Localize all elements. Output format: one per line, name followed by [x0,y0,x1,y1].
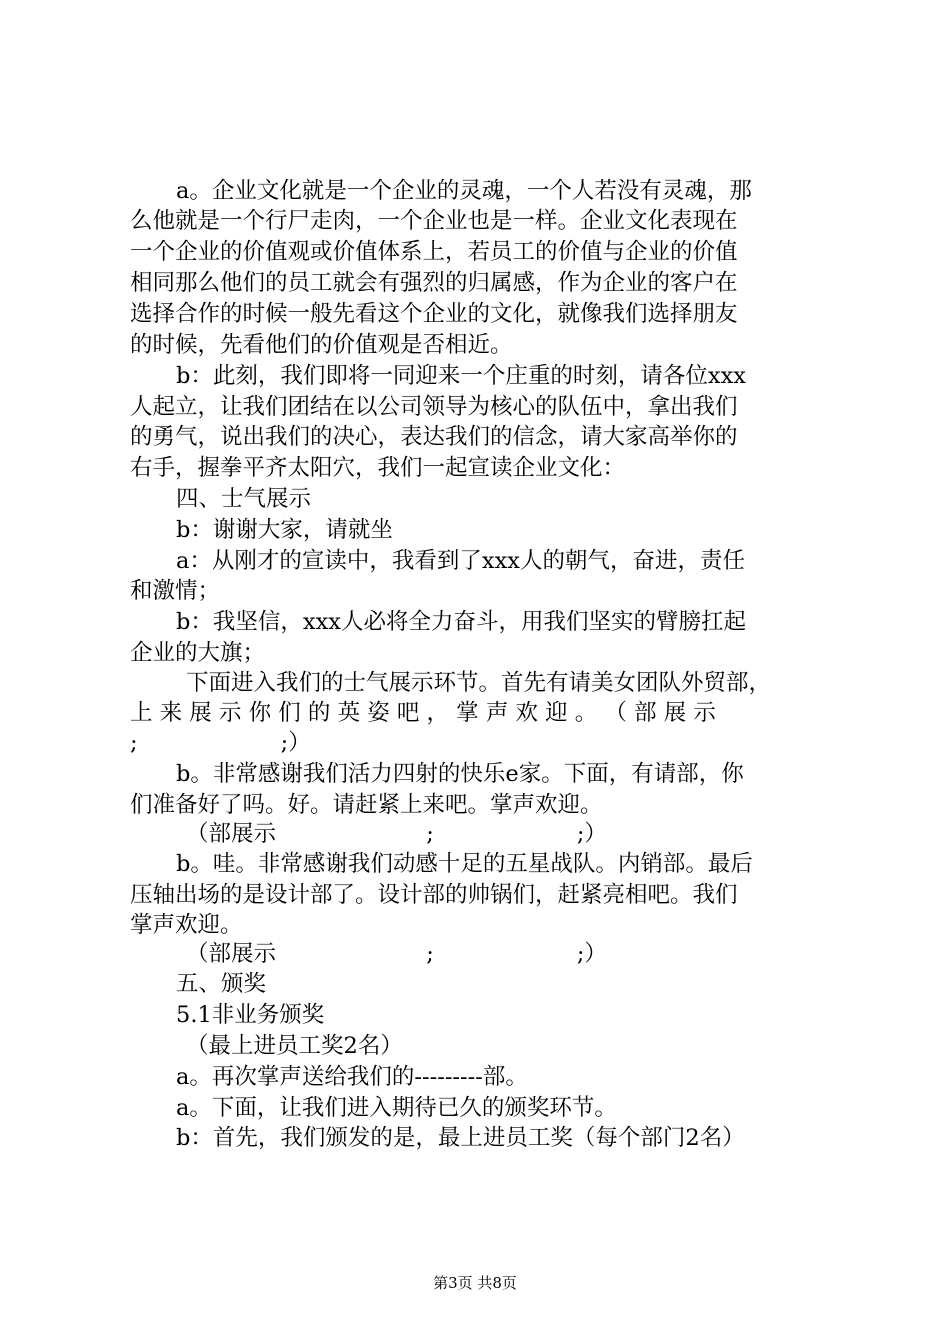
body-line: a。下面，让我们进入期待已久的颁奖环节。 [176,1095,617,1121]
body-line: 的时候，先看他们的价值观是否相近。 [130,332,513,358]
body-line: 人起立，让我们团结在以公司领导为核心的队伍中，拿出我们 [130,394,738,420]
body-line: 右手，握拳平齐太阳穴，我们一起宣读企业文化： [130,455,626,481]
section-heading: 四、士气展示 [176,486,312,512]
body-line: 们准备好了吗。好。请赶紧上来吧。掌声欢迎。 [130,792,603,818]
body-line: 相同那么他们的员工就会有强烈的归属感，作为企业的客户在 [130,270,738,296]
subsection-heading: 5.1非业务颁奖 [176,1002,325,1028]
body-line: 选择合作的时候一般先看这个企业的文化，就像我们选择朋友 [130,301,738,327]
body-line: 企业的大旗； [130,640,266,666]
body-line: a。企业文化就是一个企业的灵魂，一个人若没有灵魂，那 [176,178,752,204]
body-line: b：谢谢大家，请就坐 [176,517,393,543]
body-line: b：我坚信，xxx人必将全力奋斗，用我们坚实的臂膀扛起 [176,609,746,635]
body-line: a。再次掌声送给我们的---------部。 [176,1064,528,1090]
body-line: b：首先，我们颁发的是，最上进员工奖（每个部门2名） [176,1125,745,1151]
body-line: 上 来 展 示 你 们 的 英 姿 吧 ， 掌 声 欢 迎 。 （ 部 展 示 [130,700,716,726]
body-line: b。非常感谢我们活力四射的快乐e家。下面，有请部，你 [176,761,744,787]
body-line: （部展示 ; ;） [186,941,607,967]
body-line: 么他就是一个行尸走肉，一个企业也是一样。企业文化表现在 [130,208,738,234]
section-heading: 五、颁奖 [176,971,267,997]
body-line: ; ;） [130,730,311,756]
body-line: 下面进入我们的士气展示环节。首先有请美女团队外贸部， [186,670,772,696]
body-line: （部展示 ; ;） [186,821,607,847]
body-line: b：此刻，我们即将一同迎来一个庄重的时刻，请各位xxx [176,363,746,389]
page-footer: 第3页 共8页 [433,1274,517,1292]
body-line: 的勇气，说出我们的决心，表达我们的信念，请大家高举你的 [130,424,738,450]
body-line: 掌声欢迎。 [130,912,243,938]
body-line: b。哇。非常感谢我们动感十足的五星战队。内销部。最后 [176,851,753,877]
body-line: 一个企业的价值观或价值体系上，若员工的价值与企业的价值 [130,239,738,265]
body-line: （最上进员工奖2名） [186,1033,403,1059]
body-line: 压轴出场的是设计部了。设计部的帅锅们，赶紧亮相吧。我们 [130,882,738,908]
body-line: a：从刚才的宣读中，我看到了xxx人的朝气，奋进，责任 [176,548,745,574]
body-line: 和激情； [130,578,221,604]
